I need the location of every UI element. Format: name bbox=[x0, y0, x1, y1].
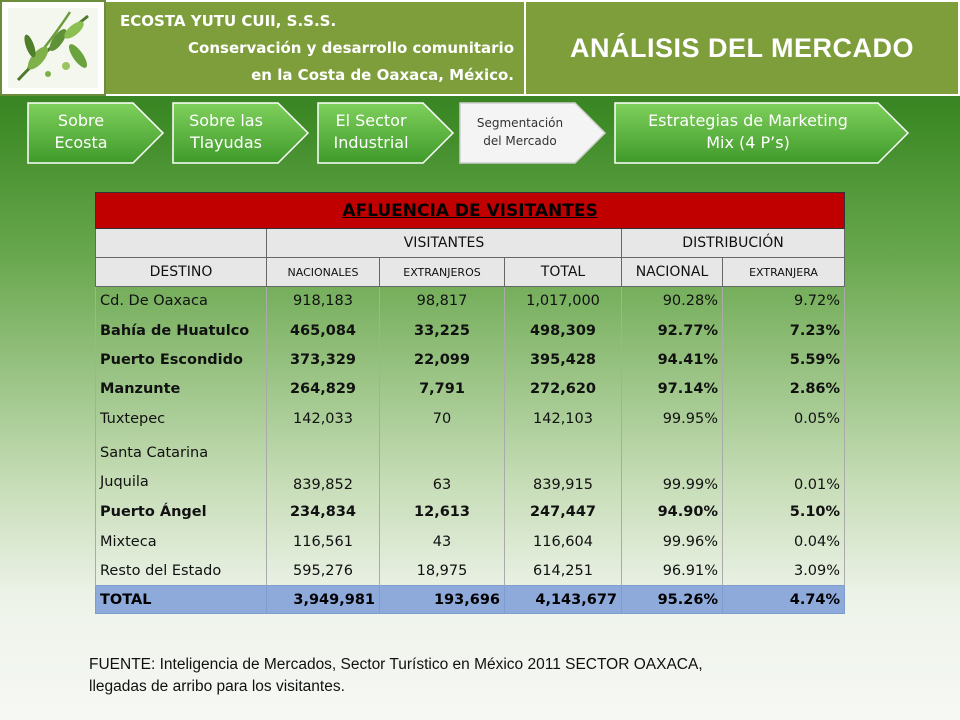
cell-extranjeros: 70 bbox=[380, 404, 505, 433]
cell-nacionales: 595,276 bbox=[267, 556, 380, 585]
cell-extranjeros: 43 bbox=[380, 527, 505, 556]
cell-nacional: 96.91% bbox=[622, 556, 723, 585]
nav-label: Segmentación del Mercado bbox=[476, 116, 564, 148]
header bbox=[0, 0, 960, 96]
cell-nacional: 95.26% bbox=[622, 586, 723, 614]
bean-plant-logo-icon bbox=[8, 8, 98, 88]
org-name: ECOSTA YUTU CUII, S.S.S. bbox=[120, 12, 337, 30]
column-header-total: TOTAL bbox=[505, 258, 622, 287]
cell-extranjera: 0.05% bbox=[723, 404, 845, 433]
cell-nacionales: 918,183 bbox=[267, 287, 380, 316]
cell-extranjeros: 18,975 bbox=[380, 556, 505, 585]
cell-extranjeros: 63 bbox=[380, 433, 505, 497]
source-note bbox=[89, 654, 889, 698]
table-row bbox=[96, 433, 845, 497]
nav-sobre-tlayudas[interactable] bbox=[170, 100, 312, 164]
cell-total: 116,604 bbox=[505, 527, 622, 556]
cell-total: 1,017,000 bbox=[505, 287, 622, 316]
cell-nacional: 99.95% bbox=[622, 404, 723, 433]
cell-nacionales: 839,852 bbox=[267, 433, 380, 497]
cell-destino: Cd. De Oaxaca bbox=[96, 287, 267, 316]
cell-extranjeros: 98,817 bbox=[380, 287, 505, 316]
cell-total: 395,428 bbox=[505, 345, 622, 374]
cell-destino: Bahía de Huatulco bbox=[96, 316, 267, 345]
section-nav bbox=[0, 100, 960, 170]
table-row bbox=[96, 497, 845, 526]
table-header-empty bbox=[96, 229, 267, 258]
cell-extranjeros: 33,225 bbox=[380, 316, 505, 345]
cell-extranjeros: 22,099 bbox=[380, 345, 505, 374]
cell-nacionales: 3,949,981 bbox=[267, 586, 380, 614]
table-header-visitantes: VISITANTES bbox=[267, 229, 622, 258]
cell-nacional: 94.90% bbox=[622, 497, 723, 526]
cell-extranjera: 7.23% bbox=[723, 316, 845, 345]
nav-estrategias-marketing[interactable] bbox=[612, 100, 912, 164]
cell-extranjeros: 7,791 bbox=[380, 375, 505, 404]
table-title: AFLUENCIA DE VISITANTES bbox=[96, 193, 845, 229]
cell-extranjera: 3.09% bbox=[723, 556, 845, 585]
column-header-extranjera: EXTRANJERA bbox=[723, 258, 845, 287]
cell-extranjera: 0.01% bbox=[723, 433, 845, 497]
column-header-nacionales: NACIONALES bbox=[267, 258, 380, 287]
cell-extranjera: 5.59% bbox=[723, 345, 845, 374]
cell-destino: Puerto Escondido bbox=[96, 345, 267, 374]
cell-nacional: 94.41% bbox=[622, 345, 723, 374]
cell-total: 272,620 bbox=[505, 375, 622, 404]
cell-total: 839,915 bbox=[505, 433, 622, 497]
table-total-row bbox=[96, 586, 845, 614]
cell-total: 614,251 bbox=[505, 556, 622, 585]
cell-extranjera: 2.86% bbox=[723, 375, 845, 404]
nav-label: Estrategias de Marketing Mix (4 P’s) bbox=[648, 111, 848, 152]
column-header-extranjeros: EXTRANJEROS bbox=[380, 258, 505, 287]
visitors-table bbox=[95, 192, 844, 614]
cell-nacionales: 264,829 bbox=[267, 375, 380, 404]
cell-extranjera: 4.74% bbox=[723, 586, 845, 614]
logo bbox=[0, 0, 106, 96]
table-row bbox=[96, 345, 845, 374]
nav-label: Sobre Ecosta bbox=[54, 111, 108, 152]
cell-total: 142,103 bbox=[505, 404, 622, 433]
column-header-destino: DESTINO bbox=[96, 258, 267, 287]
cell-nacional: 99.96% bbox=[622, 527, 723, 556]
cell-nacionales: 234,834 bbox=[267, 497, 380, 526]
table-row bbox=[96, 375, 845, 404]
table-row bbox=[96, 556, 845, 585]
org-tagline-line2: en la Costa de Oaxaca, México. bbox=[251, 66, 514, 84]
cell-extranjeros: 12,613 bbox=[380, 497, 505, 526]
source-line2: llegadas de arribo para los visitantes. bbox=[89, 678, 345, 695]
page-title: ANÁLISIS DEL MERCADO bbox=[526, 0, 960, 96]
cell-nacional: 90.28% bbox=[622, 287, 723, 316]
nav-sector-industrial[interactable] bbox=[315, 100, 457, 164]
nav-label: El Sector Industrial bbox=[333, 111, 409, 152]
cell-destino: Resto del Estado bbox=[96, 556, 267, 585]
cell-nacionales: 465,084 bbox=[267, 316, 380, 345]
cell-total: 498,309 bbox=[505, 316, 622, 345]
table-row bbox=[96, 316, 845, 345]
cell-destino: Mixteca bbox=[96, 527, 267, 556]
cell-total: 247,447 bbox=[505, 497, 622, 526]
table-row bbox=[96, 404, 845, 433]
cell-extranjera: 0.04% bbox=[723, 527, 845, 556]
cell-extranjera: 9.72% bbox=[723, 287, 845, 316]
table-row bbox=[96, 527, 845, 556]
cell-nacionales: 142,033 bbox=[267, 404, 380, 433]
table-header-distribucion: DISTRIBUCIÓN bbox=[622, 229, 845, 258]
cell-nacionales: 373,329 bbox=[267, 345, 380, 374]
cell-extranjera: 5.10% bbox=[723, 497, 845, 526]
column-header-nacional: NACIONAL bbox=[622, 258, 723, 287]
cell-nacionales: 116,561 bbox=[267, 527, 380, 556]
cell-nacional: 99.99% bbox=[622, 433, 723, 497]
cell-nacional: 92.77% bbox=[622, 316, 723, 345]
nav-label: Sobre las Tlayudas bbox=[189, 111, 263, 152]
cell-destino: Tuxtepec bbox=[96, 404, 267, 433]
cell-destino: Manzunte bbox=[96, 375, 267, 404]
cell-extranjeros: 193,696 bbox=[380, 586, 505, 614]
cell-destino: Santa Catarina Juquila bbox=[96, 433, 267, 497]
source-line1: FUENTE: Inteligencia de Mercados, Sector Turístico en México 2011 SECTOR OAXACA, bbox=[89, 656, 703, 673]
table-row bbox=[96, 287, 845, 316]
organization-info bbox=[106, 0, 526, 96]
cell-total: 4,143,677 bbox=[505, 586, 622, 614]
cell-destino: Puerto Ángel bbox=[96, 497, 267, 526]
org-tagline-line1: Conservación y desarrollo comunitario bbox=[188, 39, 514, 57]
cell-nacional: 97.14% bbox=[622, 375, 723, 404]
nav-segmentacion-mercado[interactable] bbox=[457, 100, 609, 164]
cell-destino: TOTAL bbox=[96, 586, 267, 614]
nav-sobre-ecosta[interactable] bbox=[25, 100, 167, 164]
